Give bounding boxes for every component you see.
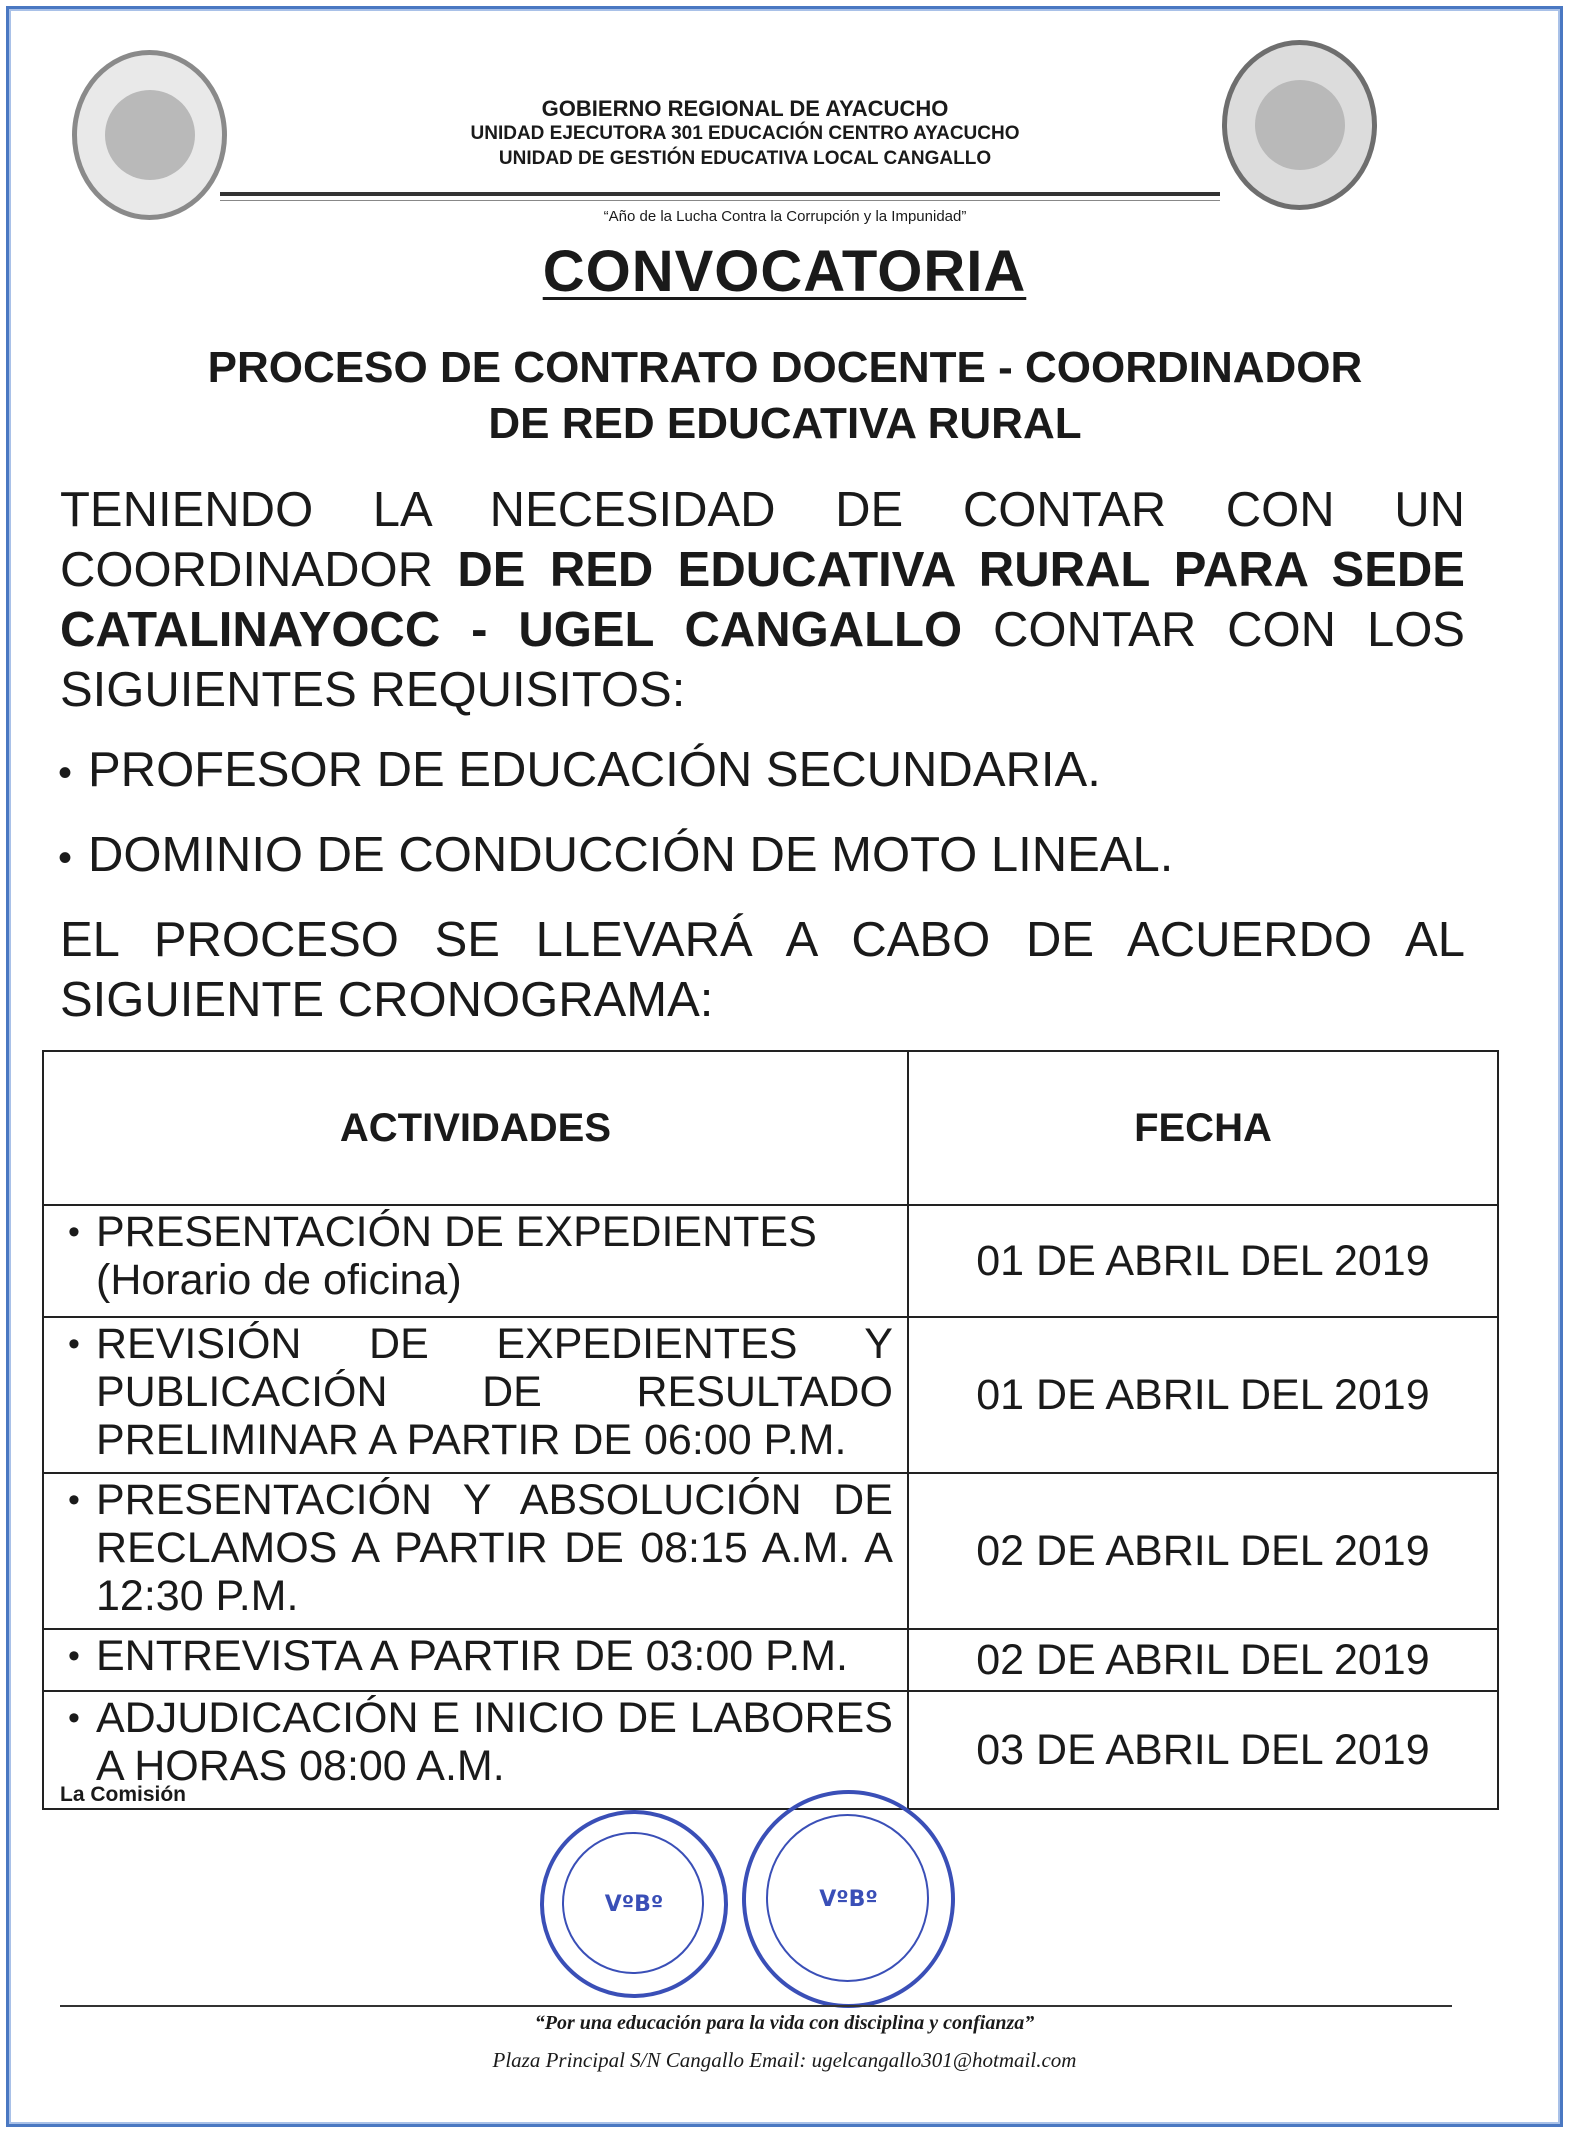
footer-divider [60, 2005, 1452, 2007]
table-row [43, 1473, 1498, 1629]
bullet-icon: • [68, 1325, 80, 1363]
activity-text: PRESENTACIÓN Y ABSOLUCIÓN DE RECLAMOS A PARTIR DE 08:15 A.M. A 12:30 P.M. [96, 1476, 893, 1620]
year-motto: “Año de la Lucha Contra la Corrupción y la Impunidad” [603, 208, 967, 225]
activity-text: PRESENTACIÓN DE EXPEDIENTES [96, 1208, 817, 1256]
intro-text-3: CONTAR CON LOS SIGUIENTES REQUISITOS: [60, 603, 1465, 717]
requirement-text: DOMINIO DE CONDUCCIÓN DE MOTO LINEAL. [88, 828, 1174, 882]
subtitle [60, 340, 1510, 452]
header-unidad-ejecutora: UNIDAD EJECUTORA 301 EDUCACIÓN CENTRO AYACUCHO [470, 123, 1020, 144]
requirement-item [58, 825, 1173, 888]
commission-label: La Comisión [60, 1783, 187, 1806]
footer-motto: “Por una educación para la vida con disciplina y confianza” [534, 2012, 1035, 2034]
ueeca-seal-icon [1222, 40, 1377, 210]
bullet-icon: • [58, 751, 73, 795]
stamp-mark: VºBº [604, 1891, 664, 1917]
schedule-table [42, 1050, 1499, 1810]
activity-text: REVISIÓN DE EXPEDIENTES Y PUBLICACIÓN DE RESULTADO PRELIMINAR A PARTIR DE 06:00 P.M. [96, 1320, 893, 1464]
page-title: CONVOCATORIA [542, 239, 1027, 304]
requirement-item [58, 740, 1101, 803]
intro-paragraph [60, 480, 1465, 720]
bullet-icon: • [68, 1481, 80, 1519]
table-row [43, 1205, 1498, 1317]
footer-address: Plaza Principal S/N Cangallo Email: ugelcangallo301@hotmail.com [492, 2048, 1077, 2072]
table-row [43, 1691, 1498, 1809]
bullet-icon: • [68, 1213, 80, 1251]
ministerio-educacion-stamp-icon [742, 1790, 955, 2008]
table-row [43, 1317, 1498, 1473]
header-ugel: UNIDAD DE GESTIÓN EDUCATIVA LOCAL CANGALLO [498, 148, 992, 169]
activity-note: (Horario de oficina) [96, 1256, 462, 1304]
table-row [43, 1629, 1498, 1691]
schedule-intro: EL PROCESO SE LLEVARÁ A CABO DE ACUERDO AL SIGUIENTE CRONOGRAMA: [60, 913, 1465, 1027]
activity-date: 02 DE ABRIL DEL 2019 [908, 1629, 1498, 1691]
intro-text-1: TENIENDO LA NECESIDAD DE CONTAR CON UN COORDINADOR [60, 483, 1465, 597]
direccion-regional-stamp-icon [540, 1810, 728, 1998]
regional-government-seal-icon [72, 50, 227, 220]
activity-date: 02 DE ABRIL DEL 2019 [908, 1473, 1498, 1629]
bullet-icon: • [58, 836, 73, 880]
activity-date: 03 DE ABRIL DEL 2019 [908, 1691, 1498, 1809]
intro-text-bold: DE RED EDUCATIVA RURAL PARA SEDE CATALINAYOCC - UGEL CANGALLO [60, 543, 1465, 657]
activity-text: ADJUDICACIÓN E INICIO DE LABORES A HORAS 08:00 A.M. [96, 1694, 893, 1790]
subtitle-line-2: DE RED EDUCATIVA RURAL [488, 399, 1082, 448]
header-divider-thin [220, 200, 1220, 201]
requirement-text: PROFESOR DE EDUCACIÓN SECUNDARIA. [88, 743, 1101, 797]
bullet-icon: • [68, 1699, 80, 1737]
activity-text: ENTREVISTA A PARTIR DE 03:00 P.M. [96, 1632, 848, 1680]
activity-date: 01 DE ABRIL DEL 2019 [908, 1205, 1498, 1317]
header-gobierno: GOBIERNO REGIONAL DE AYACUCHO [541, 96, 949, 121]
column-header-activities: ACTIVIDADES [43, 1051, 908, 1205]
stamp-mark: VºBº [819, 1886, 878, 1912]
subtitle-line-1: PROCESO DE CONTRATO DOCENTE - COORDINADOR [207, 343, 1363, 392]
header-divider [220, 192, 1220, 196]
column-header-date: FECHA [908, 1051, 1498, 1205]
bullet-icon: • [68, 1637, 80, 1675]
activity-date: 01 DE ABRIL DEL 2019 [908, 1317, 1498, 1473]
